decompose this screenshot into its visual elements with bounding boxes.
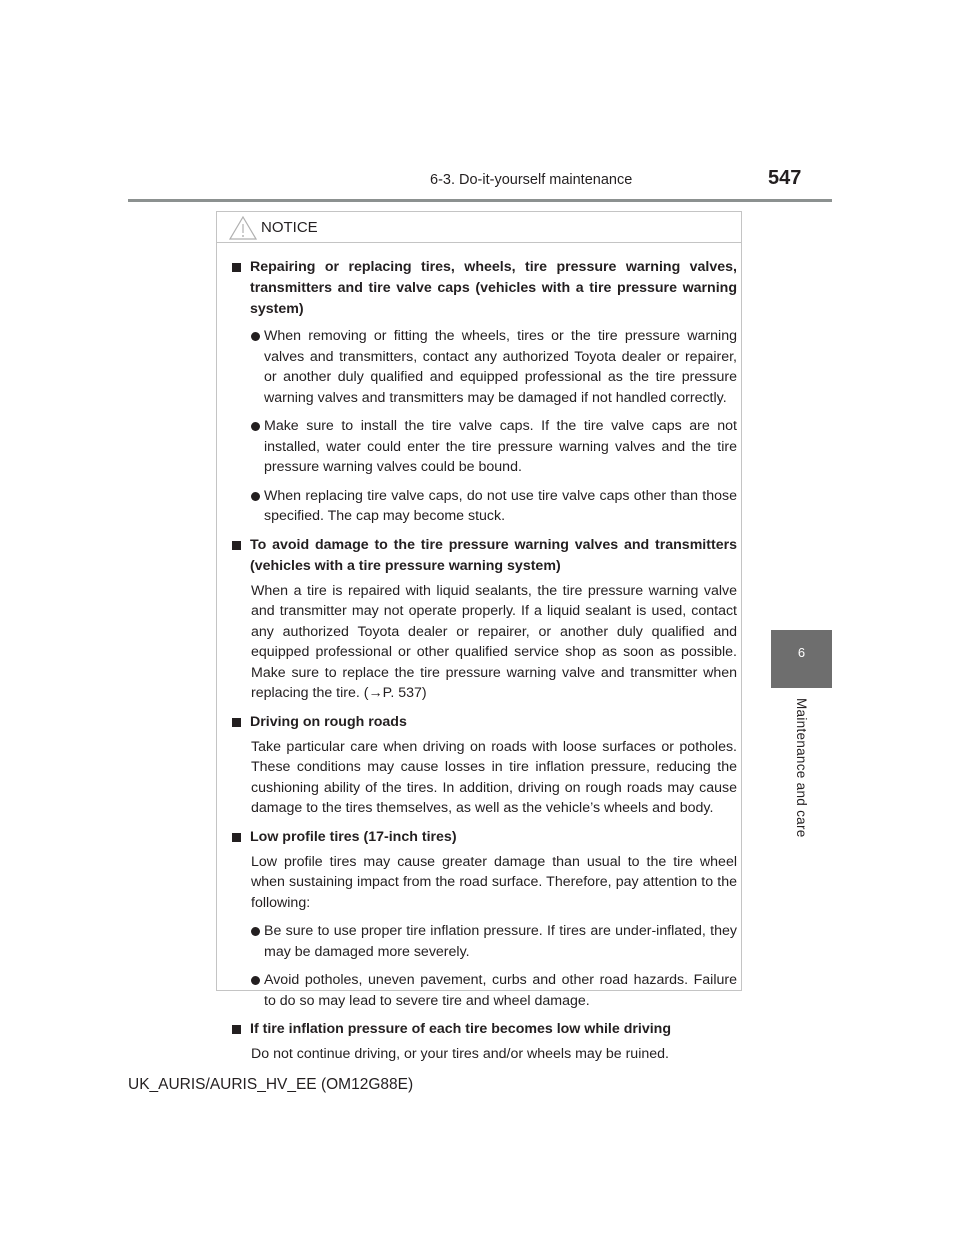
- round-bullet-icon: [251, 492, 260, 501]
- page-number: 547: [768, 167, 802, 189]
- section-body: Do not continue driving, or your tires and/or wheels may be ruined.: [251, 1046, 669, 1062]
- section-body: Low profile tires may cause greater damage than usual to the tire wheel when sustaining impact from the road surface. Therefore, pay attention to the following:: [251, 853, 737, 911]
- header-divider: [128, 199, 832, 202]
- section-body: Take particular care when driving on roads with loose surfaces or potholes. These conditions may cause losses in tire inflation pressure, reducing the cushioning ability of the tires. In addition, driving on rough roads may cause damage to the tires themselves, as well as the vehicle’s wheels and body.: [251, 738, 737, 816]
- section-body: When a tire is repaired with liquid sealants, the tire pressure warning valve and transmitter may not operate properly. If a liquid sealant is used, contact any authorized Toyota dealer or repairer, or another duly qualified and equipped professional or other qualified service shop as soon as possible. Make sure to replace the tire pressure warning valve and transmitter when replacing the tire. (→P. 537): [251, 582, 737, 701]
- chapter-number: 6: [797, 645, 806, 660]
- chapter-label: Maintenance and care: [794, 698, 809, 838]
- list-item: Avoid potholes, uneven pavement, curbs and other road hazards. Failure to do so may lead to severe tire and wheel damage.: [232, 970, 737, 1011]
- notice-content: [232, 253, 737, 1065]
- section-heading: Driving on rough roads: [232, 712, 737, 733]
- section-heading: If tire inflation pressure of each tire becomes low while driving: [232, 1019, 737, 1040]
- round-bullet-icon: [251, 976, 260, 985]
- notice-box: [216, 211, 742, 1062]
- notice-header: [217, 212, 741, 243]
- section-heading: Low profile tires (17-inch tires): [232, 827, 737, 848]
- list-item: Make sure to install the tire valve caps. If the tire valve caps are not installed, water could enter the tire pressure warning valves and the tire pressure warning valves could be bound.: [232, 416, 737, 478]
- square-bullet-icon: [232, 1025, 241, 1034]
- square-bullet-icon: [232, 263, 241, 272]
- list-item: When removing or fitting the wheels, tires or the tire pressure warning valves and transmitters, contact any authorized Toyota dealer or repairer, or another duly qualified and equipped professional as the tire pressure warning valves and transmitters may be damaged if not handled correctly.: [232, 326, 737, 408]
- list-item: Be sure to use proper tire inflation pressure. If tires are under-inflated, they may be damaged more severely.: [232, 921, 737, 962]
- chapter-tab: [771, 630, 832, 688]
- round-bullet-icon: [251, 332, 260, 341]
- square-bullet-icon: [232, 833, 241, 842]
- section-heading: To avoid damage to the tire pressure warning valves and transmitters (vehicles with a tire pressure warning system): [232, 535, 737, 577]
- warning-triangle-icon: [229, 216, 257, 240]
- square-bullet-icon: [232, 541, 241, 550]
- square-bullet-icon: [232, 718, 241, 727]
- notice-title: NOTICE: [261, 219, 318, 236]
- round-bullet-icon: [251, 927, 260, 936]
- round-bullet-icon: [251, 422, 260, 431]
- model-code: UK_AURIS/AURIS_HV_EE (OM12G88E): [128, 1076, 414, 1093]
- section-title: 6-3. Do-it-yourself maintenance: [430, 172, 633, 188]
- section-heading: Repairing or replacing tires, wheels, tire pressure warning valves, transmitters and tire valve caps (vehicles with a tire pressure warning system): [232, 257, 737, 320]
- list-item: When replacing tire valve caps, do not use tire valve caps other than those specified. The cap may become stuck.: [232, 486, 737, 527]
